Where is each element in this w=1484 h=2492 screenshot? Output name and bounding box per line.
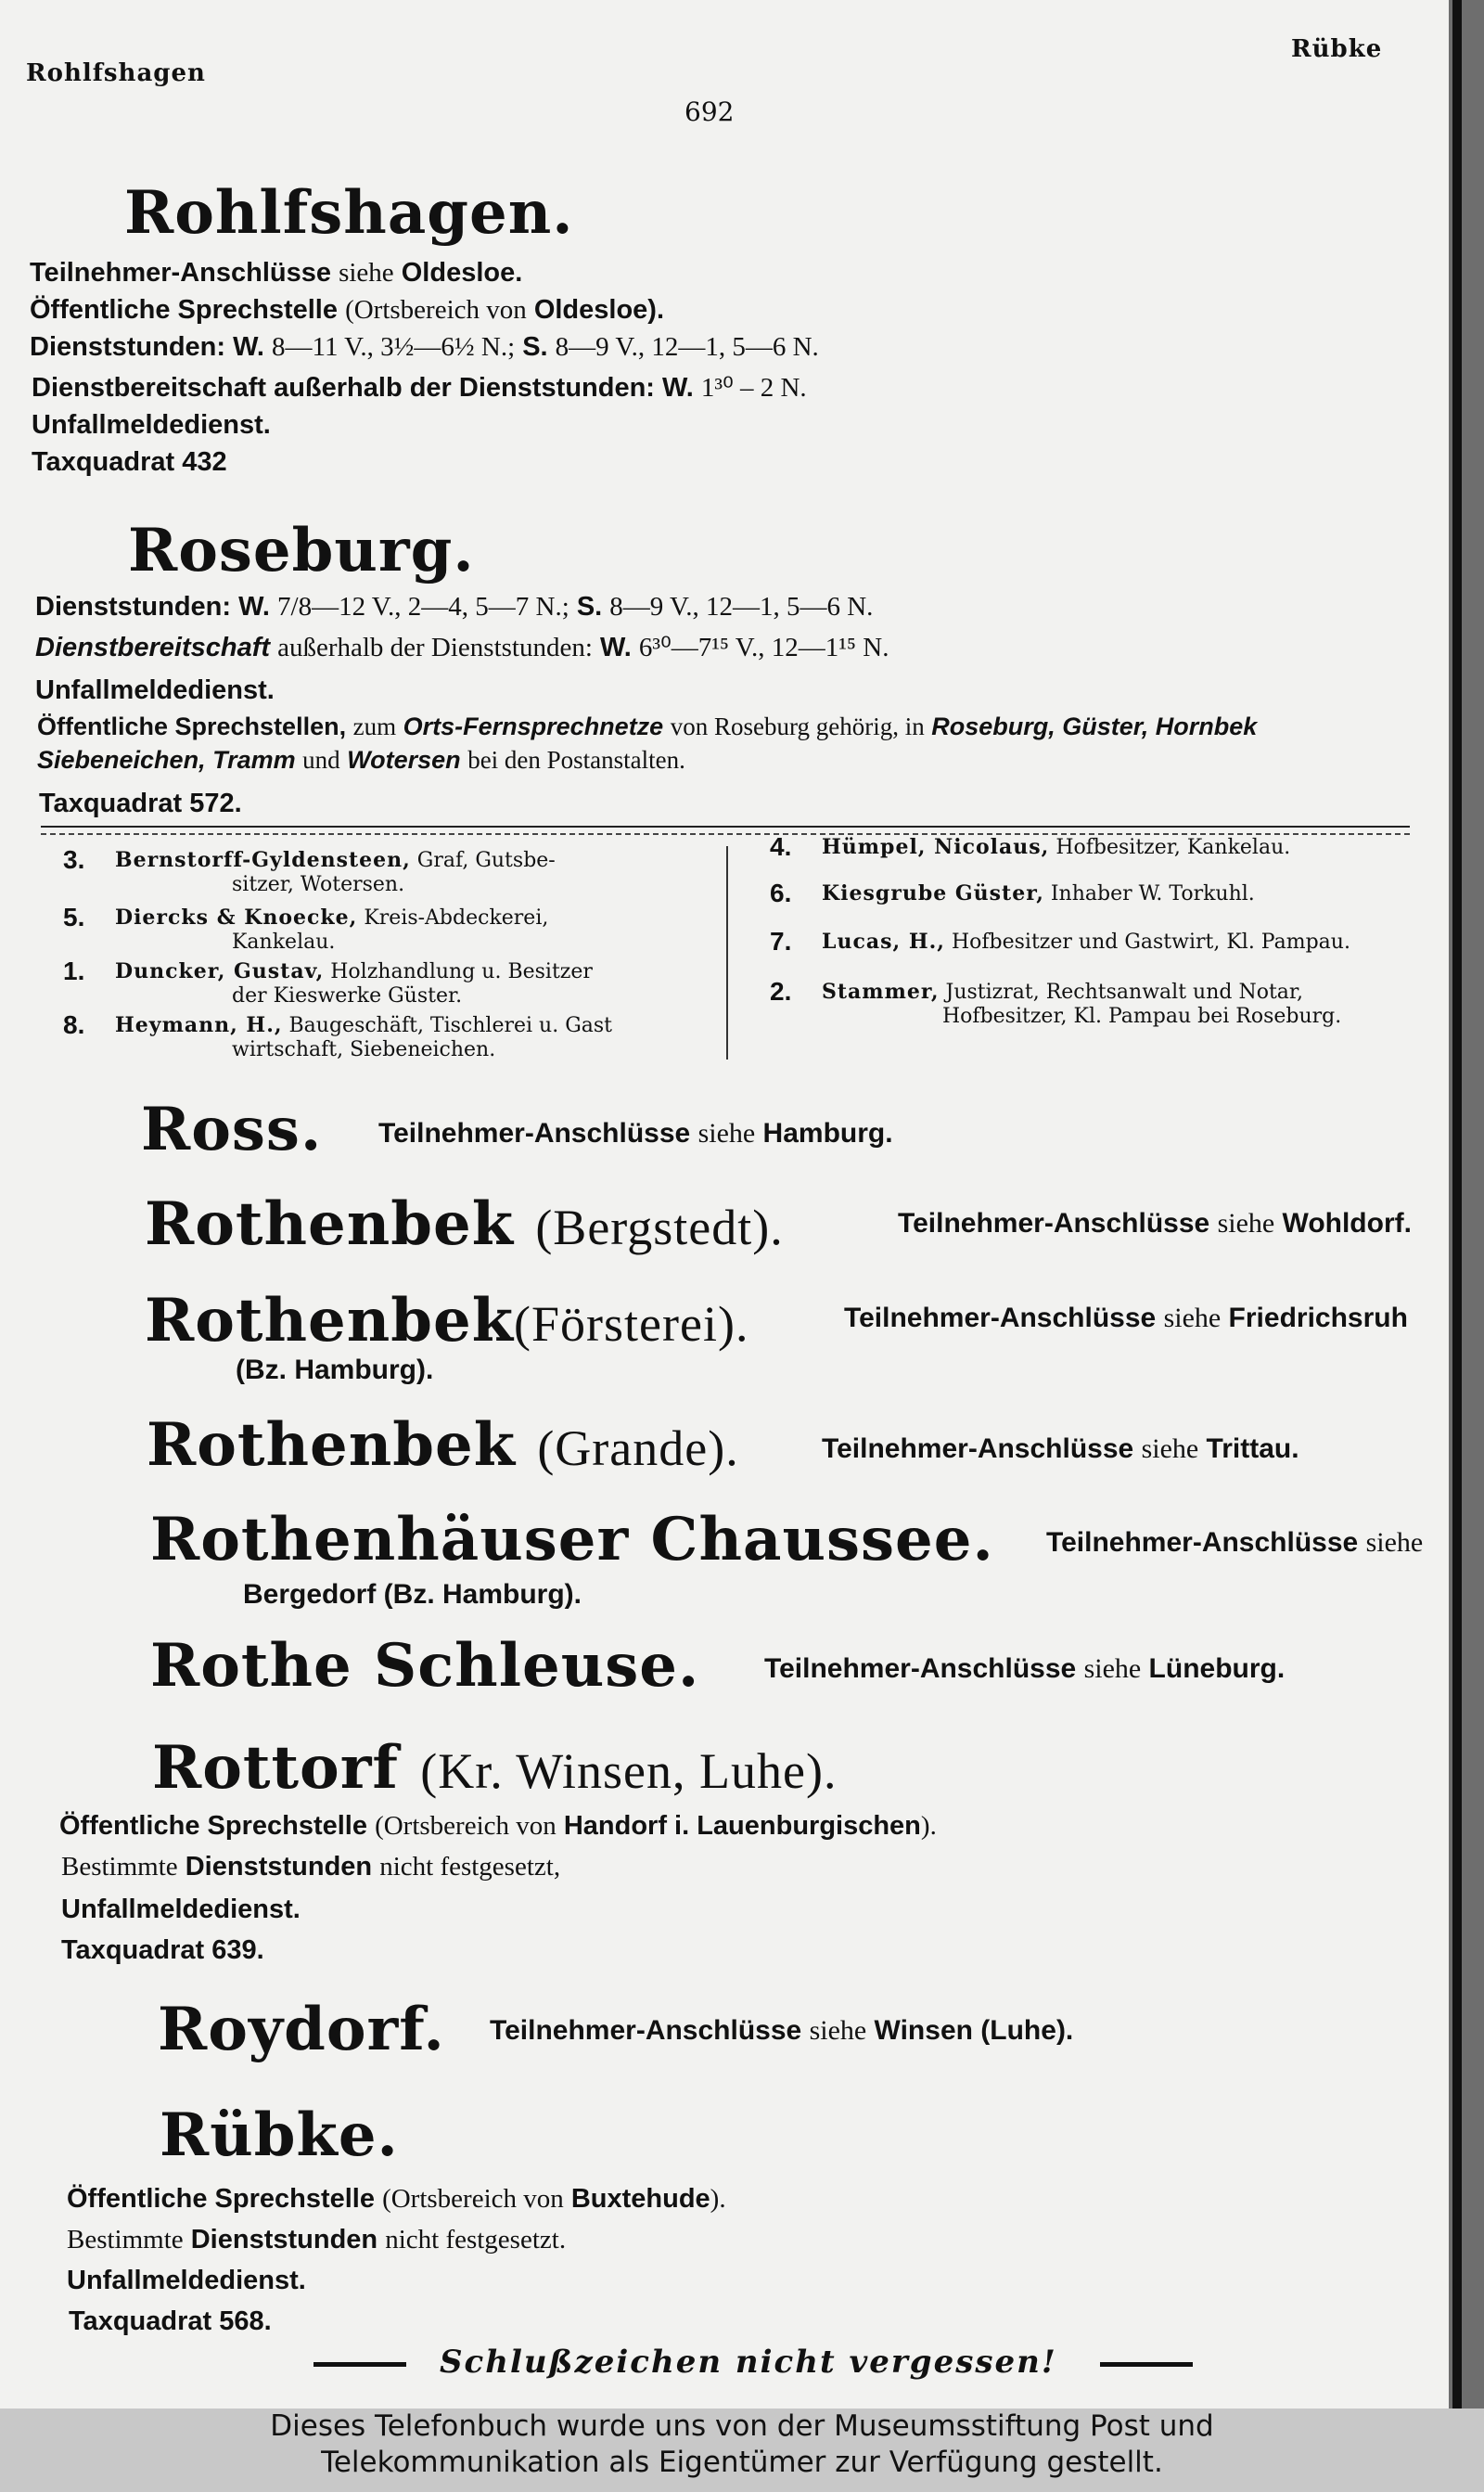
roseburg-line-6: Taxquadrat 572.	[39, 789, 242, 818]
rohlfshagen-line-2: Öffentliche Sprechstelle (Ortsbereich von Oldesloe).	[30, 295, 665, 325]
ownership-notice-line-2: Telekommunikation als Eigentümer zur Verfügung gestellt.	[321, 2446, 1163, 2479]
roseburg-line-1: Dienststunden: W. 7/8—12 V., 2—4, 5—7 N.; S. 8—9 V., 12—1, 5—6 N.	[35, 592, 874, 622]
entry-title-rothenhaeuser-chaussee: Rothenhäuser Chaussee.	[150, 1505, 994, 1574]
entry-title-ross: Ross.	[141, 1095, 323, 1164]
ruebke-line-2: Bestimmte Dienststunden nicht festgesetzt.	[67, 2225, 567, 2254]
rohlfshagen-line-6: Taxquadrat 432	[32, 447, 227, 477]
rohlfshagen-line-5: Unfallmeldedienst.	[32, 410, 271, 440]
rothenbek-foersterei-continuation: (Bz. Hamburg).	[236, 1355, 434, 1385]
ownership-notice-line-1: Dieses Telefonbuch wurde uns von der Museumsstiftung Post und	[270, 2409, 1214, 2443]
entry-title-roseburg: Roseburg.	[128, 516, 475, 585]
entry-title-rohlfshagen: Rohlfshagen.	[124, 178, 574, 248]
rohlfshagen-line-1: Teilnehmer-Anschlüsse siehe Oldesloe.	[30, 258, 523, 288]
subscriber-entry: 1. Duncker, Gustav, Holzhandlung u. Besitzer der Kieswerke Güster.	[63, 957, 593, 1008]
subscriber-entry: 7. Lucas, H., Hofbesitzer und Gastwirt, Kl. Pampau.	[770, 927, 1350, 956]
roydorf-reference: Teilnehmer-Anschlüsse siehe Winsen (Luhe).	[490, 2015, 1074, 2046]
entry-title-rothe-schleuse: Rothe Schleuse.	[150, 1631, 700, 1701]
rothenbek-foersterei-reference: Teilnehmer-Anschlüsse siehe Friedrichsruh	[844, 1303, 1408, 1333]
subscriber-entry: 3. Bernstorff-Gyldensteen, Graf, Gutsbe- sitzer, Wotersen.	[63, 845, 556, 896]
rottorf-line-2: Bestimmte Dienststunden nicht festgesetzt,	[61, 1852, 561, 1882]
subscriber-number: 8.	[63, 1010, 85, 1039]
page-number: 692	[684, 96, 735, 127]
entry-title-roydorf: Roydorf.	[158, 1995, 445, 2064]
entry-title-rottorf: Rottorf (Kr. Winsen, Luhe).	[152, 1733, 838, 1803]
roseburg-line-3: Unfallmeldedienst.	[35, 675, 275, 705]
rottorf-line-3: Unfallmeldedienst.	[61, 1895, 301, 1924]
ownership-notice	[0, 2409, 1484, 2492]
running-head-left: Rohlfshagen	[26, 59, 206, 87]
subscriber-entry: 2. Stammer, Justizrat, Rechtsanwalt und Notar, Hofbesitzer, Kl. Pampau bei Roseburg.	[770, 977, 1342, 1028]
entry-title-rothenbek-foersterei: Rothenbek(Försterei).	[145, 1286, 749, 1355]
ruebke-line-1: Öffentliche Sprechstelle (Ortsbereich von Buxtehude).	[67, 2184, 726, 2214]
subscriber-entry: 4. Hümpel, Nicolaus, Hofbesitzer, Kankelau.	[770, 832, 1291, 861]
rothe-schleuse-reference: Teilnehmer-Anschlüsse siehe Lüneburg.	[764, 1653, 1286, 1684]
rottorf-line-4: Taxquadrat 639.	[61, 1935, 264, 1965]
subscriber-entry: 8. Heymann, H., Baugeschäft, Tischlerei u. Gast wirtschaft, Siebeneichen.	[63, 1010, 613, 1061]
roseburg-line-4: Öffentliche Sprechstellen, zum Orts-Fernsprechnetze von Roseburg gehörig, in Roseburg, Güster, Hornbek	[37, 713, 1258, 740]
roseburg-line-2: Dienstbereitschaft außerhalb der Dienststunden: W. 6³⁰—7¹⁵ V., 12—1¹⁵ N.	[35, 633, 889, 662]
closing-dash-right	[1100, 2362, 1193, 2367]
divider-top	[41, 826, 1410, 828]
entry-title-rothenbek-bergstedt: Rothenbek (Bergstedt).	[145, 1189, 784, 1259]
rothenhaeuser-continuation: Bergedorf (Bz. Hamburg).	[243, 1579, 582, 1610]
entry-title-ruebke: Rübke.	[160, 2100, 399, 2170]
page-binding-edge	[1449, 0, 1484, 2409]
subscriber-number: 6.	[770, 879, 792, 907]
running-head-right: Rübke	[1291, 35, 1383, 63]
rottorf-line-1: Öffentliche Sprechstelle (Ortsbereich von Handorf i. Lauenburgischen).	[59, 1811, 937, 1841]
roseburg-line-5: Siebeneichen, Tramm und Wotersen bei den Postanstalten.	[37, 746, 685, 774]
subscriber-number: 4.	[770, 832, 792, 861]
ruebke-line-4: Taxquadrat 568.	[69, 2306, 272, 2336]
closing-note: Schlußzeichen nicht vergessen!	[440, 2344, 1057, 2381]
subscriber-number: 3.	[63, 845, 85, 874]
rothenbek-grande-reference: Teilnehmer-Anschlüsse siehe Trittau.	[822, 1433, 1299, 1464]
closing-dash-left	[313, 2362, 406, 2367]
ruebke-line-3: Unfallmeldedienst.	[67, 2266, 306, 2295]
subscriber-number: 7.	[770, 927, 792, 956]
column-divider	[726, 846, 728, 1060]
ross-reference: Teilnehmer-Anschlüsse siehe Hamburg.	[378, 1118, 893, 1149]
subscriber-number: 2.	[770, 977, 792, 1006]
subscriber-number: 5.	[63, 903, 85, 931]
rohlfshagen-line-4: Dienstbereitschaft außerhalb der Dienststunden: W. 1³⁰ – 2 N.	[32, 373, 807, 403]
subscriber-entry: 5. Diercks & Knoecke, Kreis-Abdeckerei, Kankelau.	[63, 903, 549, 954]
entry-title-rothenbek-grande: Rothenbek (Grande).	[147, 1410, 739, 1480]
rohlfshagen-line-3: Dienststunden: W. 8—11 V., 3½—6½ N.; S. 8—9 V., 12—1, 5—6 N.	[30, 332, 819, 362]
rothenhaeuser-reference: Teilnehmer-Anschlüsse siehe	[1046, 1527, 1424, 1558]
subscriber-entry: 6. Kiesgrube Güster, Inhaber W. Torkuhl.	[770, 879, 1255, 907]
rothenbek-bergstedt-reference: Teilnehmer-Anschlüsse siehe Wohldorf.	[898, 1208, 1412, 1239]
subscriber-number: 1.	[63, 957, 85, 985]
